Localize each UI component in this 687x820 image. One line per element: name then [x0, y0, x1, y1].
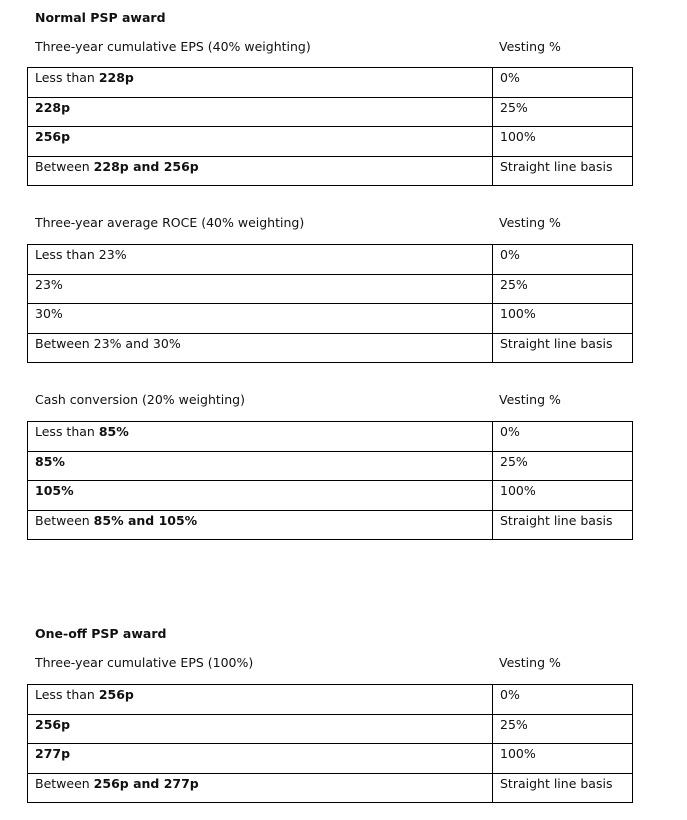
table-row: [28, 127, 633, 157]
threshold-cell: [28, 98, 492, 115]
threshold-cell: [28, 334, 492, 351]
threshold-cell: [28, 715, 492, 732]
one-off-eps-header-row: [35, 655, 631, 673]
threshold-text: Less than: [35, 687, 99, 702]
threshold-bold-text: 256p and 277p: [93, 775, 199, 791]
table-row: [28, 744, 633, 774]
threshold-bold-text: 105%: [35, 483, 74, 498]
one-off-eps-metric-label: Three-year cumulative EPS (100%): [35, 655, 254, 670]
threshold-text: 23%: [35, 276, 63, 292]
threshold-cell: [28, 275, 492, 292]
threshold-bold-text: 277p: [35, 746, 71, 761]
section-heading-normal-psp-award: Normal PSP award: [35, 10, 166, 25]
threshold-bold-text: 85% and 105%: [93, 512, 198, 528]
threshold-cell: [28, 511, 492, 528]
vesting-cell: 0%: [500, 247, 520, 262]
threshold-cell: [28, 304, 492, 321]
threshold-bold-text: 256p: [98, 687, 134, 702]
roce-vesting-table: [27, 244, 633, 363]
threshold-text: Less than 23%: [35, 247, 127, 262]
eps-vesting-header: Vesting %: [499, 39, 561, 54]
threshold-text: 30%: [35, 306, 63, 321]
section-heading-one-off-psp-award: One-off PSP award: [35, 626, 167, 641]
threshold-cell: [28, 685, 492, 702]
table-row: [28, 333, 633, 363]
roce-metric-label: Three-year average ROCE (40% weighting): [35, 215, 305, 230]
threshold-text: Less than: [35, 424, 99, 439]
eps-header-row: [35, 39, 631, 57]
threshold-text: Between: [35, 512, 94, 528]
one-off-eps-vesting-header: Vesting %: [499, 655, 561, 670]
table-row: [28, 714, 633, 744]
table-row: [28, 451, 633, 481]
vesting-cell: 25%: [500, 453, 528, 469]
cash-conversion-vesting-header: Vesting %: [499, 392, 561, 407]
vesting-cell: Straight line basis: [500, 775, 613, 791]
vesting-cell: 25%: [500, 716, 528, 732]
vesting-cell: Straight line basis: [500, 512, 613, 528]
vesting-cell: Straight line basis: [500, 158, 613, 174]
table-row: [28, 304, 633, 334]
table-row: [28, 274, 633, 304]
threshold-bold-text: 256p: [35, 129, 71, 144]
threshold-text: Between: [35, 158, 94, 174]
vesting-cell: 100%: [500, 746, 536, 761]
eps-metric-label: Three-year cumulative EPS (40% weighting): [35, 39, 311, 54]
table-row: [28, 773, 633, 803]
table-row: [28, 422, 633, 452]
vesting-cell: 0%: [500, 424, 520, 439]
vesting-cell: 0%: [500, 70, 520, 85]
threshold-cell: [28, 68, 492, 85]
threshold-bold-text: 228p: [98, 70, 134, 85]
table-row: [28, 510, 633, 540]
eps-vesting-table: [27, 67, 633, 186]
threshold-cell: [28, 422, 492, 439]
threshold-bold-text: 256p: [35, 716, 71, 732]
vesting-cell: 0%: [500, 687, 520, 702]
one-off-eps-vesting-table: [27, 684, 633, 803]
vesting-cell: 25%: [500, 99, 528, 115]
vesting-cell: 25%: [500, 276, 528, 292]
table-row: [28, 97, 633, 127]
threshold-cell: [28, 245, 492, 262]
threshold-bold-text: 85%: [35, 453, 65, 469]
threshold-cell: [28, 774, 492, 791]
roce-header-row: [35, 215, 631, 233]
table-row: [28, 481, 633, 511]
cash-conversion-vesting-table: [27, 421, 633, 540]
threshold-cell: [28, 127, 492, 144]
threshold-cell: [28, 481, 492, 498]
threshold-text: Between 23% and 30%: [35, 335, 181, 351]
vesting-cell: Straight line basis: [500, 335, 613, 351]
table-row: [28, 68, 633, 98]
table-row: [28, 156, 633, 186]
vesting-cell: 100%: [500, 483, 536, 498]
threshold-cell: [28, 452, 492, 469]
threshold-cell: [28, 744, 492, 761]
cash-conversion-header-row: [35, 392, 631, 410]
threshold-cell: [28, 157, 492, 174]
threshold-bold-text: 85%: [98, 424, 129, 439]
cash-conversion-metric-label: Cash conversion (20% weighting): [35, 392, 245, 407]
roce-vesting-header: Vesting %: [499, 215, 561, 230]
threshold-bold-text: 228p and 256p: [93, 158, 199, 174]
threshold-bold-text: 228p: [35, 99, 71, 115]
vesting-cell: 100%: [500, 129, 536, 144]
threshold-text: Less than: [35, 70, 99, 85]
table-row: [28, 245, 633, 275]
threshold-text: Between: [35, 775, 94, 791]
table-row: [28, 685, 633, 715]
vesting-cell: 100%: [500, 306, 536, 321]
